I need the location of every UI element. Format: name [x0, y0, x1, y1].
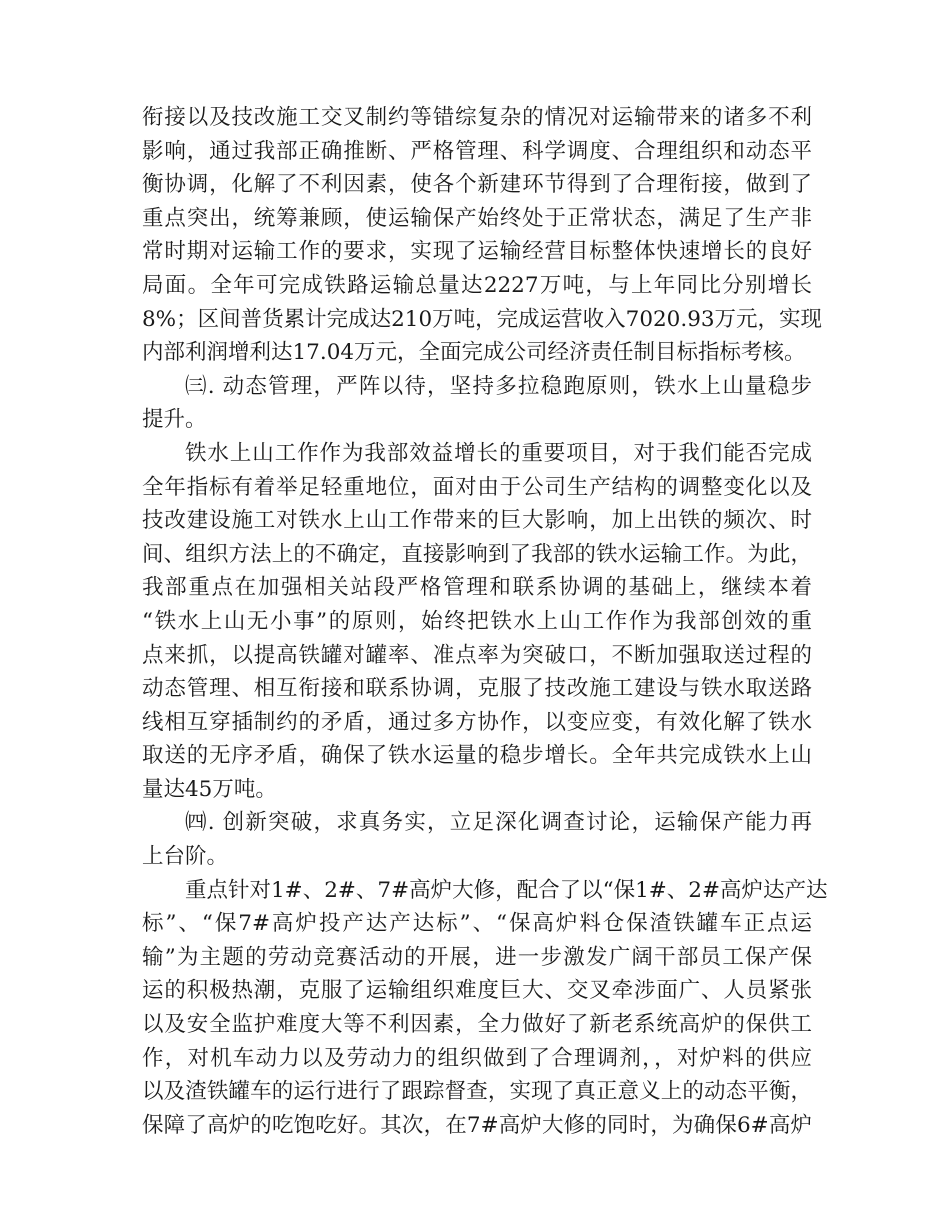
- document-body: [142, 101, 828, 1142]
- text-line: 运的积极热潮，克服了运输组织难度巨大、交叉牵涉面广、人员紧张: [142, 978, 812, 1004]
- text-line: 衔接以及技改施工交叉制约等错综复杂的情况对运输带来的诸多不利: [142, 105, 812, 130]
- paragraph-transport-results: [142, 101, 823, 370]
- text-line: 我部重点在加强相关站段严格管理和联系协调的基础上，继续本着: [142, 575, 812, 601]
- section-heading-3: [142, 370, 812, 437]
- text-line: 衡协调，化解了不利因素，使各个新建环节得到了合理衔接，做到了: [142, 172, 812, 198]
- heading-line: ㈣. 创新突破，求真务实，立足深化调查讨论，运输保产能力再: [185, 810, 812, 836]
- text-line: 标”、“保7#高炉投产达产达标”、“保高炉料仓保渣铁罐车正点运: [142, 911, 812, 937]
- text-line: 量达45万吨。: [142, 776, 277, 802]
- heading-line: ㈢. 动态管理，严阵以待，坚持多拉稳跑原则，铁水上山量稳步: [185, 373, 812, 399]
- heading-line: 提升。: [142, 407, 207, 433]
- text-line: 影响，通过我部正确推断、严格管理、科学调度、合理组织和动态平: [142, 138, 812, 164]
- text-line: 局面。全年可完成铁路运输总量达2227万吨，与上年同比分别增长: [142, 272, 812, 298]
- text-line: 铁水上山工作作为我部效益增长的重要项目，对于我们能否完成: [185, 440, 812, 466]
- text-line: 输”为主题的劳动竞赛活动的开展，进一步激发广阔干部员工保产保: [142, 944, 812, 970]
- text-line: 8%；区间普货累计完成达210万吨，完成运营收入7020.93万元，实现: [142, 306, 823, 332]
- text-line: 以及安全监护难度大等不利因素，全力做好了新老系统高炉的保供工: [142, 1012, 812, 1038]
- text-line: 取送的无序矛盾，确保了铁水运量的稳步增长。全年共完成铁水上山: [142, 743, 812, 769]
- text-line: 间、组织方法上的不确定，直接影响到了我部的铁水运输工作。为此，: [142, 541, 812, 567]
- text-line: 线相互穿插制约的矛盾，通过多方协作，以变应变，有效化解了铁水: [142, 709, 812, 735]
- text-line: 动态管理、相互衔接和联系协调，克服了技改施工建设与铁水取送路: [142, 676, 812, 702]
- heading-line: 上台阶。: [142, 844, 229, 870]
- paragraph-molten-iron: [142, 437, 812, 807]
- text-line: 内部利润增利达17.04万元，全面完成公司经济责任制目标指标考核。: [142, 340, 806, 366]
- text-line: “铁水上山无小事”的原则，始终把铁水上山工作作为我部创效的重: [142, 608, 812, 634]
- text-line: 重点针对1#、2#、7#高炉大修，配合了以“保1#、2#高炉达产达: [185, 877, 828, 903]
- text-line: 点来抓，以提高铁罐对罐率、准点率为突破口，不断加强取送过程的: [142, 642, 812, 668]
- text-line: 保障了高炉的吃饱吃好。其次，在7#高炉大修的同时，为确保6#高炉: [142, 1112, 812, 1138]
- text-line: 技改建设施工对铁水上山工作带来的巨大影响，加上出铁的频次、时: [142, 508, 812, 534]
- text-line: 全年指标有着举足轻重地位，面对由于公司生产结构的调整变化以及: [142, 474, 812, 500]
- text-line: 作，对机车动力以及劳动力的组织做到了合理调剂，，对炉料的供应: [142, 1045, 812, 1071]
- text-line: 常时期对运输工作的要求，实现了运输经营目标整体快速增长的良好: [142, 239, 812, 265]
- section-heading-4: [142, 806, 812, 873]
- paragraph-blast-furnace: [142, 874, 828, 1143]
- text-line: 以及渣铁罐车的运行进行了跟踪督查，实现了真正意义上的动态平衡，: [142, 1079, 812, 1105]
- text-line: 重点突出，统筹兼顾，使运输保产始终处于正常状态，满足了生产非: [142, 205, 812, 231]
